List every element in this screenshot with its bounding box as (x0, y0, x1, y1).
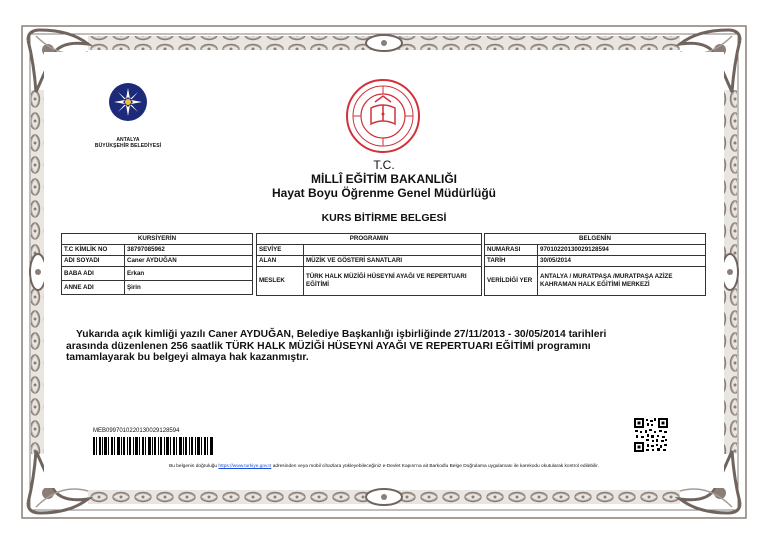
verification-note-text: Bu belgenin doğruluğu (169, 464, 219, 469)
statement-line: arasında düzenlenen 256 saatlik TÜRK HALK MÜZİĞİ HÜSEYNİ AYAĞI VE REPERTUARI EĞİTİMİ programını (66, 340, 591, 352)
program-value (304, 245, 482, 256)
municipality-caption-line2: BÜYÜKŞEHİR BELEDİYESİ (94, 143, 162, 149)
barcode-icon (93, 437, 213, 455)
trainee-label: ADI SOYADI (62, 256, 125, 267)
verification-note (0, 464, 768, 469)
trainee-value: 38797085962 (125, 245, 253, 256)
table-row (62, 267, 253, 281)
certificate-label: VERİLDİĞİ YER (485, 267, 538, 296)
statement-line: tamamlayarak bu belgeyi almaya hak kazanmıştır. (66, 352, 309, 364)
program-label: MESLEK (257, 267, 304, 296)
table-row (62, 281, 253, 295)
program-value: MÜZİK VE GÖSTERİ SANATLARI (304, 256, 482, 267)
statement-line: Yukarıda açık kimliği yazılı Caner AYDUĞAN, Belediye Başkanlığı işbirliğinde 27/11/2013 - 30/05/2014 tarihleri (76, 329, 607, 340)
municipality-caption-line1: ANTALYA (116, 137, 140, 143)
trainee-value: Şirin (125, 281, 253, 295)
trainee-value: Caner AYDUĞAN (125, 256, 253, 267)
table-row (485, 256, 706, 267)
certificate-value: ANTALYA / MURATPAŞA /MURATPAŞA AZİZE KAHRAMAN HALK EĞİTİMİ MERKEZİ (538, 267, 706, 296)
certificate-value: 970102201300291285​94 (538, 245, 706, 256)
table-row (257, 267, 482, 296)
certificate-statement (66, 329, 706, 364)
trainee-table (61, 233, 253, 295)
ministry-seal-icon (345, 78, 421, 154)
trainee-value: Erkan (125, 267, 253, 281)
municipality-caption (88, 137, 168, 149)
program-label: ALAN (257, 256, 304, 267)
ministry-heading: MİLLÎ EĞİTİM BAKANLIĞI (311, 172, 457, 186)
qr-code-icon (634, 418, 668, 452)
table-row (62, 245, 253, 256)
trainee-label: ANNE ADI (62, 281, 125, 295)
document-title: KURS BİTİRME BELGESİ (321, 212, 447, 224)
municipality-emblem-icon (108, 82, 148, 122)
municipality-logo (88, 82, 168, 149)
program-label: SEVİYE (257, 245, 304, 256)
table-row (257, 256, 482, 267)
table-row (62, 256, 253, 267)
program-section-title: PROGRAMIN (257, 234, 482, 245)
table-row (257, 245, 482, 256)
certificate-table (484, 233, 706, 296)
country-heading: T.C. (373, 158, 395, 172)
certificate-label: NUMARASI (485, 245, 538, 256)
turkiye-gov-link[interactable]: https://www.turkiye.gov.tr (218, 464, 272, 469)
table-row (485, 267, 706, 296)
program-value: TÜRK HALK MÜZİĞİ HÜSEYNİ AYAĞI VE REPERTUARI EĞİTİMİ (304, 267, 482, 296)
certificate-value: 30/05/2014 (538, 256, 706, 267)
barcode-number: MEB0997010220130029128594 (93, 428, 180, 434)
trainee-section-title: KURSİYERİN (62, 234, 253, 245)
directorate-heading: Hayat Boyu Öğrenme Genel Müdürlüğü (271, 186, 497, 200)
trainee-label: T.C KİMLİK NO (62, 245, 125, 256)
certificate-section-title: BELGENİN (485, 234, 706, 245)
trainee-label: BABA ADI (62, 267, 125, 281)
verification-note-text: adresinden veya mobil cihazlara yükleyebileceğiniz e-Devlet Kapısı'na ait Barkodlu Belge Doğrulama uygulaması ile karekodu okutularak kontrol edilebilir. (271, 464, 599, 469)
table-row (485, 245, 706, 256)
program-table (256, 233, 482, 296)
certificate-label: TARİH (485, 256, 538, 267)
